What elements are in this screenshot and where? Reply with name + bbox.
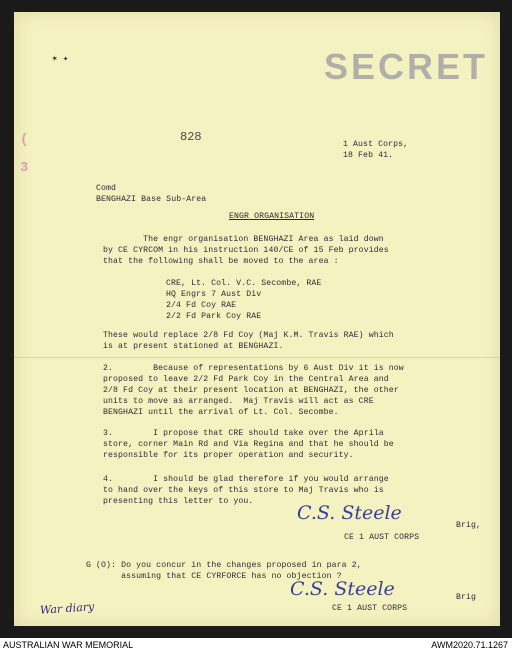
signature-1: C.S. Steele: [297, 502, 402, 524]
text-line: store, corner Main Rd and Via Regina and that he should be: [103, 440, 394, 449]
text-line: responsible for its proper operation and security.: [103, 451, 354, 460]
unit-item: 2/4 Fd Coy RAE: [166, 301, 237, 310]
addressee: [96, 183, 206, 205]
sign-title-1: CE 1 AUST CORPS: [344, 533, 420, 542]
signature-2: C.S. Steele: [290, 578, 395, 600]
heading: ENGR ORGANISATION: [229, 212, 315, 221]
ink-blot: ✶ ✦: [52, 54, 69, 64]
text-line: 3. I propose that CRE should take over the Aprila: [103, 429, 384, 438]
handwritten-annotation: War diary: [39, 600, 95, 617]
secret-stamp: SECRET: [324, 46, 489, 87]
red-pencil-mark: (: [20, 132, 29, 148]
text-line: G (O): Do you concur in the changes proposed in para 2,: [86, 561, 362, 570]
paragraph-3: [103, 428, 394, 461]
addressee-line: Comd: [96, 184, 117, 193]
sign-rank-1: Brig,: [456, 521, 482, 530]
text-line: The engr organisation BENGHAZI Area as laid down: [103, 235, 384, 244]
archive-reference: AWM2020.71.1267: [431, 640, 508, 650]
replace-paragraph: [103, 330, 394, 352]
date-line: 18 Feb 41.: [343, 151, 394, 160]
text-line: that the following shall be moved to the area :: [103, 257, 339, 266]
text-line: proposed to leave 2/2 Fd Park Coy in the Central Area and: [103, 375, 389, 384]
unit-item: CRE, Lt. Col. V.C. Secombe, RAE: [166, 279, 322, 288]
paragraph-2: [103, 363, 404, 418]
document-number: 828: [180, 130, 202, 144]
text-line: to hand over the keys of this store to Maj Travis who is: [103, 486, 384, 495]
sign-title-2: CE 1 AUST CORPS: [332, 604, 408, 613]
text-line: 2. Because of representations by 6 Aust Div it is now: [103, 364, 404, 373]
text-line: BENGHAZI until the arrival of Lt. Col. Secombe.: [103, 408, 339, 417]
text-line: presenting this letter to you.: [103, 497, 254, 506]
text-line: 2/8 Fd Coy at their present location at BENGHAZI, the other: [103, 386, 399, 395]
unit-list: [166, 278, 321, 322]
text-line: by CE CYRCOM in his instruction 140/CE of 15 Feb provides: [103, 246, 389, 255]
archive-footer: [0, 638, 512, 653]
sign-rank-2: Brig: [456, 593, 477, 602]
text-line: assuming that CE CYRFORCE has no objection ?: [86, 572, 342, 581]
intro-paragraph: [103, 234, 389, 267]
archive-name: AUSTRALIAN WAR MEMORIAL: [3, 640, 134, 650]
corps-line: 1 Aust Corps,: [343, 140, 409, 149]
page-fold: [14, 357, 500, 358]
document-page: [14, 12, 500, 626]
text-line: is at present stationed at BENGHAZI.: [103, 342, 284, 351]
text-line: units to move as arranged. Maj Travis will act as CRE: [103, 397, 374, 406]
text-line: 4. I should be glad therefore if you would arrange: [103, 475, 389, 484]
red-pencil-mark: 3: [20, 160, 29, 176]
header-right: [343, 139, 408, 161]
unit-item: HQ Engrs 7 Aust Div: [166, 290, 262, 299]
addressee-line: BENGHAZI Base Sub-Area: [96, 195, 207, 204]
unit-item: 2/2 Fd Park Coy RAE: [166, 312, 262, 321]
text-line: These would replace 2/8 Fd Coy (Maj K.M. Travis RAE) which: [103, 331, 394, 340]
